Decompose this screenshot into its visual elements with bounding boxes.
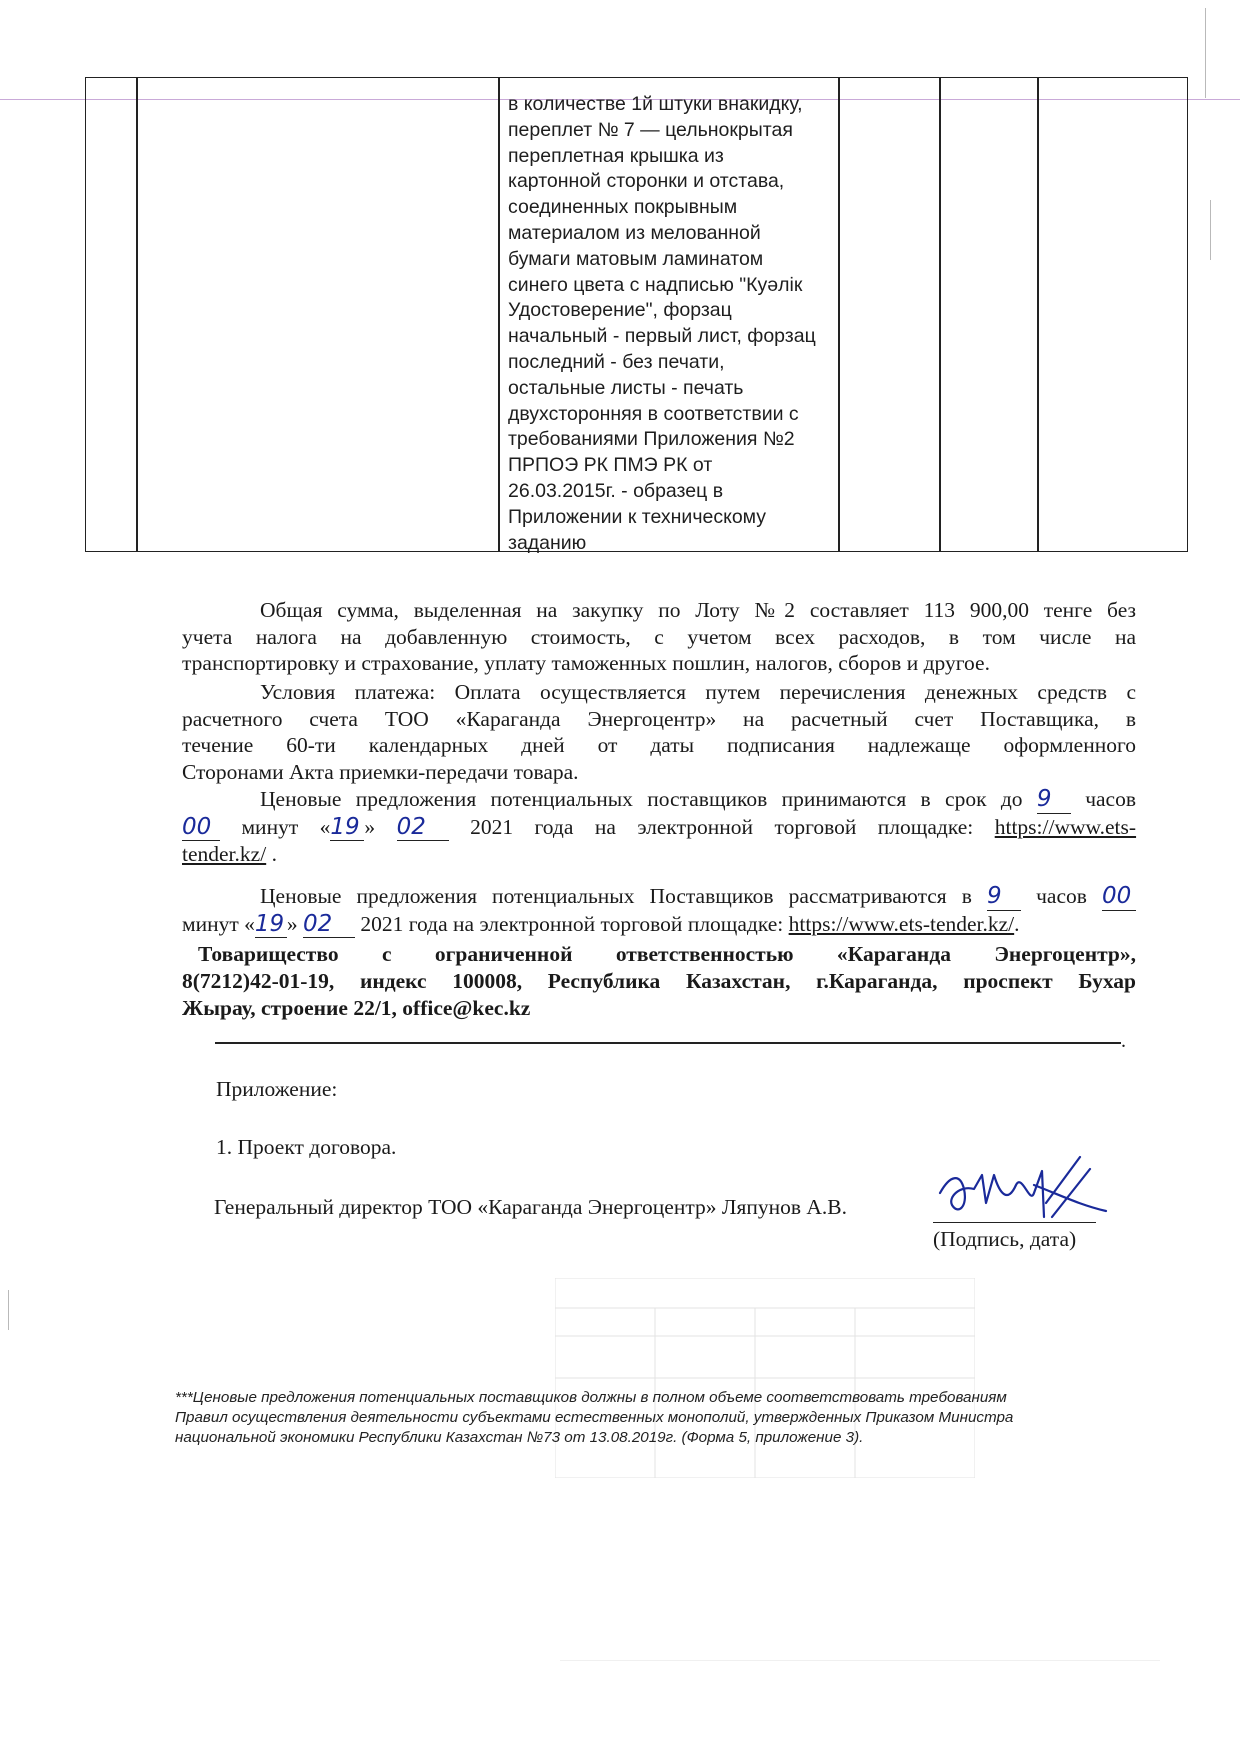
handwritten-day: 19	[330, 813, 360, 840]
divider-line	[215, 1042, 1121, 1044]
review-date-paragraph: Ценовые предложения потенциальных Поставщиков рассматриваются в 9 часов 00 минут «19 » 02 2021 года на электронной торговой площадке: https://www.ets-tender.kz/.	[182, 883, 1136, 938]
handwritten-day: 19	[254, 910, 285, 937]
attachment-heading: Приложение:	[216, 1077, 338, 1101]
show-through-table	[555, 1278, 975, 1478]
signature-caption: (Подпись, дата)	[933, 1227, 1077, 1251]
table-column-divider	[1037, 78, 1039, 551]
total-amount-paragraph: Общая сумма, выделенная на закупку по Лоту №2 составляет 113 900,00 тенге без учета налога на добавленную стоимость, с учетом всех расходов, в том числе на транспортировку и страхование, уплату таможенных пошлин, налогов, сборов и другое.	[182, 598, 1136, 675]
table-cell-description: в количестве 1й штуки внакидку, переплет № 7 — цельнокрытая переплетная крышка из картонной сторонки и отстава, соединенных покрывным материалом из мелованной бумаги матовым ламинатом синего цвета с надписью "Куәлік Удостоверение", форзац начальный - первый лист, форзац последний - без печати, остальные листы - печать двухсторонняя в соответствии с требованиями Приложения №2 ПРПОЭ РК ПМЭ РК от 26.03.2015г. - образец в Приложении к техническому заданию	[508, 93, 816, 554]
handwritten-signature	[930, 1145, 1110, 1235]
scan-artifact-mark	[8, 1290, 9, 1330]
handwritten-minutes: 00	[182, 813, 212, 840]
scan-artifact-mark	[1210, 200, 1211, 260]
ets-tender-link-continued[interactable]: tender.kz/	[182, 842, 267, 866]
handwritten-hour: 9	[987, 883, 1002, 909]
table-column-divider	[498, 78, 500, 551]
ets-tender-link[interactable]: https://www.ets-tender.kz/	[788, 911, 1015, 936]
handwritten-hour: 9	[1036, 786, 1052, 812]
table-column-divider	[136, 78, 138, 551]
handwritten-month: 02	[396, 813, 426, 840]
scan-artifact-mark	[1205, 8, 1206, 98]
signatory-line: Генеральный директор ТОО «Караганда Энергоцентр» Ляпунов А.В.	[214, 1195, 848, 1219]
show-through-line	[560, 1660, 1160, 1661]
payment-terms-paragraph: Условия платежа: Оплата осуществляется путем перечисления денежных средств с расчетного счета ТОО «Караганда Энергоцентр» на расчетный счет Поставщика, в течение 60-ти календарных дней от даты подписания надлежаще оформленного Сторонами Акта приемки-передачи товара.	[182, 680, 1136, 784]
handwritten-month: 02	[303, 910, 333, 937]
divider-end-mark: .	[1121, 1030, 1126, 1052]
company-details: Товарищество с ограниченной ответственностью «Караганда Энергоцентр», 8(7212)42-01-19, индекс 100008, Республика Казахстан, г.Караганда, проспект Бухар Жырау, строение 22/1, office@kec.kz	[182, 942, 1136, 1020]
ets-tender-link[interactable]: https://www.ets-	[994, 814, 1137, 839]
acceptance-deadline-paragraph: Ценовые предложения потенциальных поставщиков принимаются в срок до 9 часов 00 минут «19 » 02 2021 года на электронной торговой площадке: https://www.ets- tender.kz/ .	[182, 786, 1137, 866]
handwritten-minutes: 00	[1102, 883, 1132, 909]
attachment-item: 1. Проект договора.	[216, 1135, 397, 1159]
footnote: ***Ценовые предложения потенциальных поставщиков должны в полном объеме соответствовать требованиям Правил осуществления деятельности субъектами естественных монополий, утвержденных Приказом Министра национальной экономики Республики Казахстан №73 от 13.08.2019г. (Форма 5, приложение 3).	[175, 1389, 1014, 1446]
table-column-divider	[838, 78, 840, 551]
table-column-divider	[939, 78, 941, 551]
